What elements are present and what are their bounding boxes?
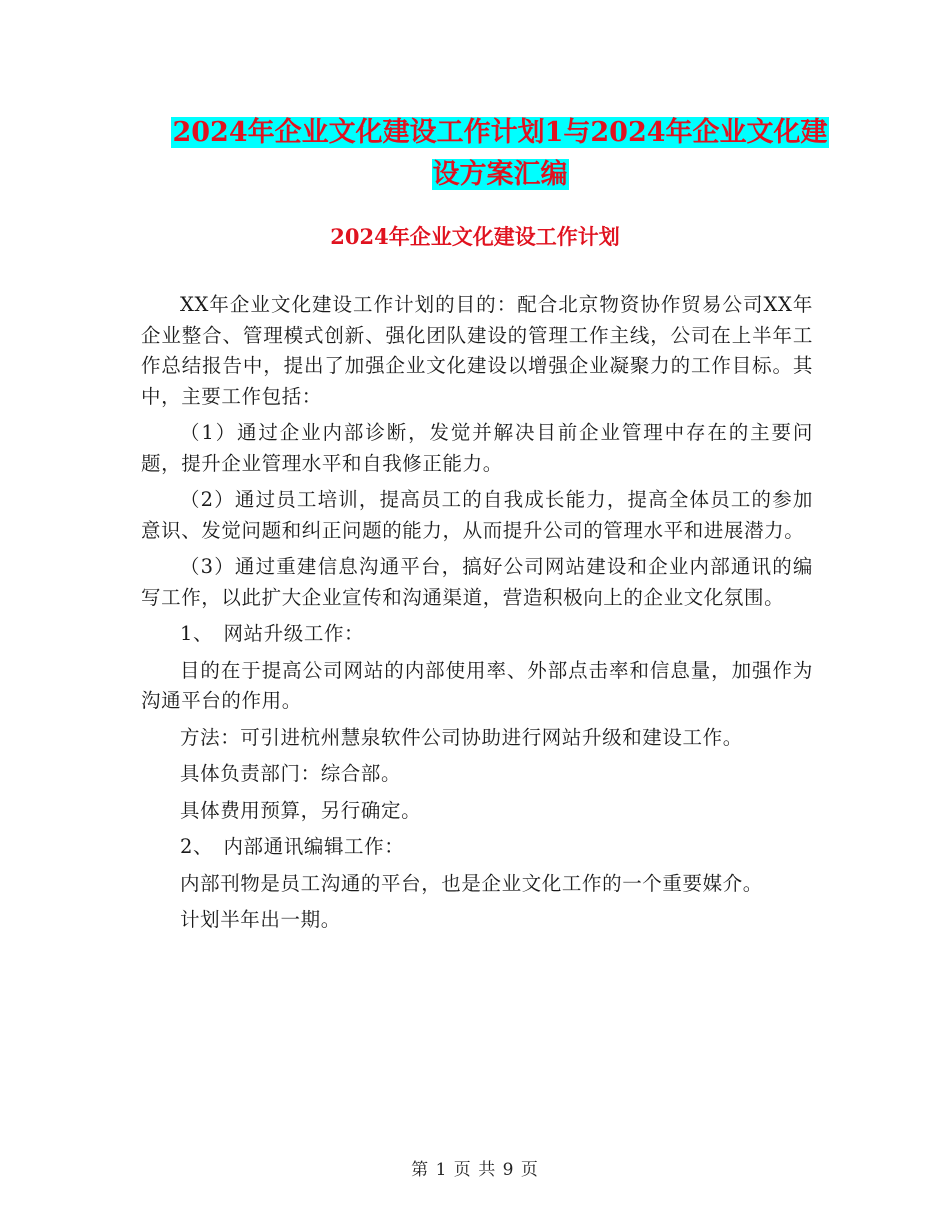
paragraph-website-budget: 具体费用预算，另行确定。 xyxy=(180,798,422,822)
title-line-1: 2024年企业文化建设工作计划1与2024年企业文化建 xyxy=(172,117,828,148)
title-line-2: 设方案汇编 xyxy=(432,159,568,190)
paragraph-newsletter-desc: 内部刊物是员工沟通的平台，也是企业文化工作的一个重要媒介。 xyxy=(180,871,763,895)
paragraph-item-1: （1）通过企业内部诊断，发觉并解决目前企业管理中存在的主要问题，提升企业管理水平和自我修正能力。 xyxy=(141,421,813,475)
paragraph-item-2: （2）通过员工培训，提高员工的自我成长能力，提高全体员工的参加意识、发觉问题和纠正问题的能力，从而提升公司的管理水平和进展潜力。 xyxy=(141,488,813,542)
paragraph-item-3: （3）通过重建信息沟通平台，搞好公司网站建设和企业内部通讯的编写工作，以此扩大企业宣传和沟通渠道，营造积极向上的企业文化氛围。 xyxy=(141,555,813,609)
paragraph-intro: XX年企业文化建设工作计划的目的：配合北京物资协作贸易公司XX年企业整合、管理模式创新、强化团队建设的管理工作主线，公司在上半年工作总结报告中，提出了加强企业文化建设以增强企业凝聚力的工作目标。其中，主要工作包括： xyxy=(141,293,813,408)
section-title: 2024年企业文化建设工作计划 xyxy=(330,224,620,249)
paragraph-newsletter-plan: 计划半年出一期。 xyxy=(180,908,341,931)
paragraph-website-method: 方法：可引进杭州慧泉软件公司协助进行网站升级和建设工作。 xyxy=(180,725,743,749)
heading-internal-newsletter: 2、 内部通讯编辑工作： xyxy=(180,835,405,858)
document-title xyxy=(140,112,860,196)
heading-website-upgrade: 1、 网站升级工作： xyxy=(180,622,365,645)
paragraph-website-dept: 具体负责部门：综合部。 xyxy=(180,762,402,785)
page-number-footer: 第 1 页 共 9 页 xyxy=(411,1160,539,1180)
paragraph-website-goal: 目的在于提高公司网站的内部使用率、外部点击率和信息量，加强作为沟通平台的作用。 xyxy=(141,658,813,712)
body-text xyxy=(141,290,813,936)
